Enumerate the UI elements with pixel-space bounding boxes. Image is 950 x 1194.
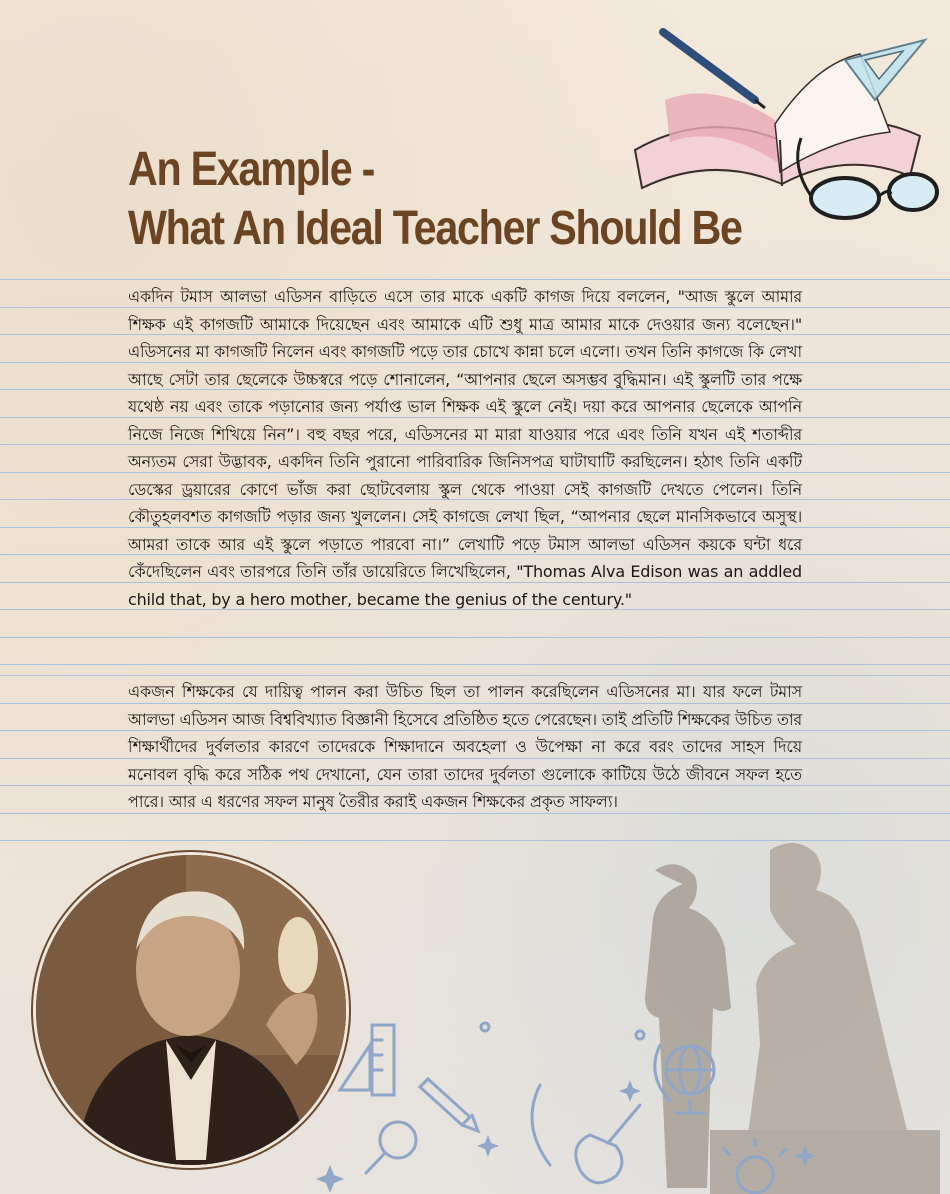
edison-portrait xyxy=(36,855,346,1165)
pencil-icon xyxy=(420,1079,478,1131)
guitar-icon xyxy=(576,1105,640,1183)
ruled-line xyxy=(0,664,950,665)
page-title-line-1: An Example - xyxy=(128,143,375,196)
lightbulb-icon xyxy=(724,1139,786,1193)
story-paragraph: একদিন টমাস আলভা এডিসন বাড়িতে এসে তার মাকে একটি কাগজ দিয়ে বললেন, "আজ স্কুলে আমার শিক্ষক এই কাগজটি আমাকে দিয়েছেন এবং আমাকে এটি শুধু মাত্র আমার মাকে দেওয়ার জন্য বলেছেন।" এডিসনের মা কাগজটি নিলেন এবং কাগজটি পড়ে তার চোখে কান্না চলে এলো। তখন তিনি কাগজে কি লেখা আছে সেটা তার ছেলেকে উচ্চস্বরে পড়ে শোনালেন, “আপনার ছেলে অসম্ভব বুদ্ধিমান। এই স্কুলটি তার পক্ষে যথেষ্ঠ নয় এবং তাকে পড়ানোর জন্য পর্যাপ্ত ভাল শিক্ষক এই স্কুলে নেই। দয়া করে আপনার ছেলেকে আপনি নিজে নিজে শিখিয়ে নিন”। বহু বছর পরে, এডিসনের মা মারা যাওয়ার পরে এবং তিনি যখন এই শতাব্দীর অন্যতম সেরা উদ্ভাবক, একদিন তিনি পুরানো পারিবারিক জিনিসপত্র ঘাটাঘাটি করছিলেন। হঠাৎ তিনি একটি ডেস্কের ড্রয়ারের কোণে ভাঁজ করা ছোটবেলায় স্কুল থেকে পাওয়া সেই কাগজটি দেখতে পেলেন। তিনি কৌতুহলবশত কাগজটি পড়ার জন্য খুললেন। সেই কাগজে লেখা ছিল, “আপনার ছেলে মানসিকভাবে অসুস্থ। আমরা তাকে আর এই স্কুলে পড়াতে পারবো না।” লেখাটি পড়ে টমাস আলভা এডিসন কয়কে ঘন্টা ধরে কেঁদেছিলেন এবং তারপরে তিনি তাঁর ডায়েরিতে লিখেছিলেন, "Thomas Alva Edison was an addled child that, by a hero mother, became the genius of the century." xyxy=(128,287,802,609)
ruled-line xyxy=(0,675,950,676)
ruled-line xyxy=(0,637,950,638)
lesson-paragraph: একজন শিক্ষকের যে দায়িত্ব পালন করা উচিত ছিল তা পালন করেছিলেন এডিসনের মা। যার ফলে টমাস আলভা এডিসন আজ বিশ্ববিখ্যাত বিজ্ঞানী হিসেবে প্রতিষ্ঠিত হতে পেরেছেন। তাই প্রতিটি শিক্ষকের উচিত তার শিক্ষার্থীদের দুর্বলতার কারণে তাদেরকে শিক্ষাদানে অবহেলা ও উপেক্ষা না করে বরং তাদের সাহস দিয়ে মনোবল বৃদ্ধি করে সঠিক পথ দেখানো, যেন তারা তাদের দুর্বলতা গুলোকে কাটিয়ে উঠে জীবনে সফল হতে পারে। আর এ ধরণের সফল মানুষ তৈরীর করাই একজন শিক্ষকের প্রকৃত সাফল্য। xyxy=(128,682,802,811)
sparkle-icon xyxy=(316,1080,816,1193)
magnifier-icon xyxy=(366,1122,416,1173)
page-title-line-2: What An Ideal Teacher Should Be xyxy=(128,202,742,255)
globe-icon xyxy=(655,1045,714,1113)
doodles xyxy=(310,1015,830,1194)
ruled-line xyxy=(0,279,950,280)
book-illustration xyxy=(625,20,940,225)
portrait-image xyxy=(36,855,346,1165)
ruler-icon xyxy=(340,1025,394,1095)
